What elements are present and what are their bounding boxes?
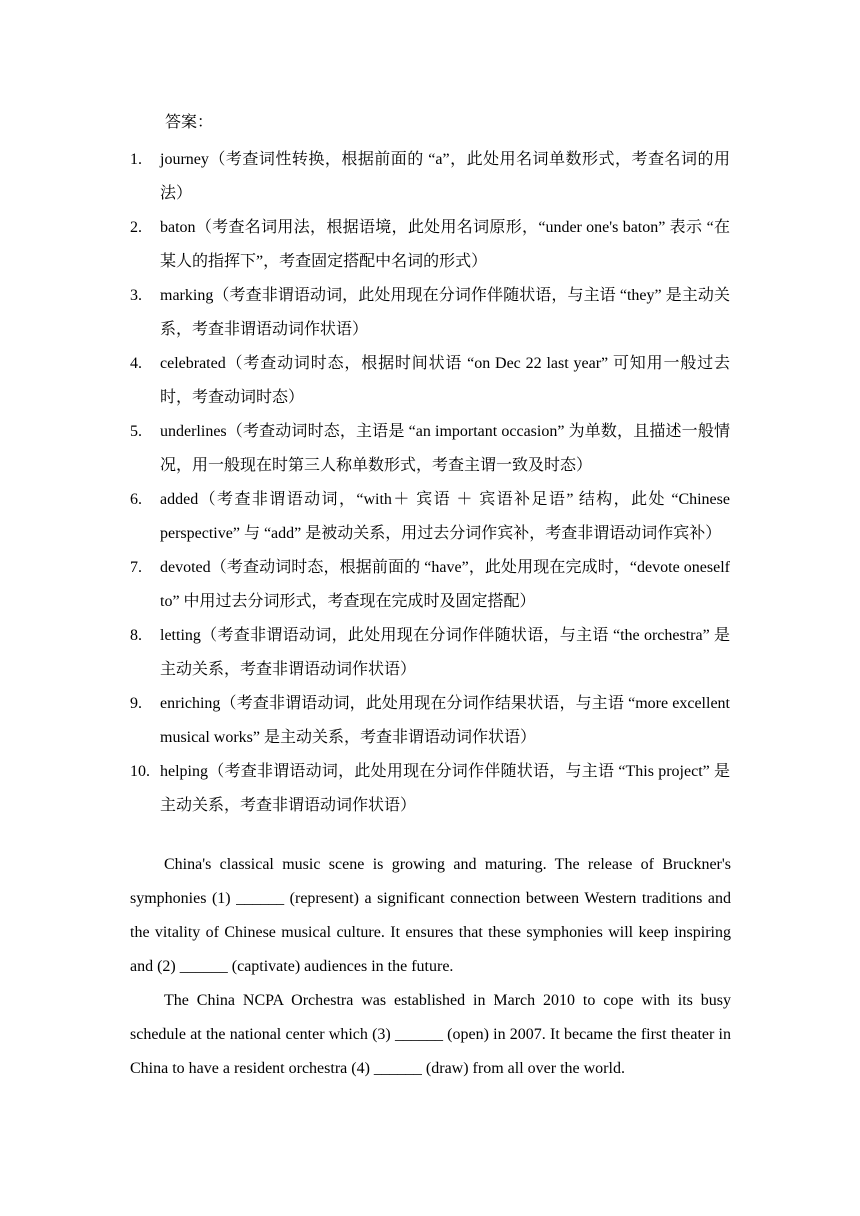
answer-number: 10. bbox=[130, 763, 150, 780]
passage-paragraph-1: China's classical music scene is growing and maturing. The release of Bruckner's symphonies (1) ______ (represent) a significant connection between Western traditions and the vitality of Chinese musical culture. It ensures that these symphonies will keep inspiring and (2) ______ (captivate) audiences in the future. bbox=[130, 856, 731, 975]
answer-text: marking（考查非谓语动词，此处用现在分词作伴随状语，与主语 “they” 是主动关系，考查非谓语动词作状语） bbox=[160, 287, 730, 338]
answer-text: celebrated（考查动词时态，根据时间状语 “on Dec 22 last year” 可知用一般过去时，考查动词时态） bbox=[160, 355, 730, 406]
answer-item bbox=[130, 347, 730, 415]
answer-text: added（考查非谓语动词，“with＋ 宾语 ＋ 宾语补足语” 结构，此处 “Chinese perspective” 与 “add” 是被动关系，用过去分词作宾补，考查非谓语动词作宾补） bbox=[160, 491, 730, 542]
answer-number: 6. bbox=[130, 491, 142, 508]
answer-heading: 答案： bbox=[165, 114, 214, 131]
answer-number: 1. bbox=[130, 151, 142, 168]
answer-item bbox=[130, 279, 730, 347]
answer-text: devoted（考查动词时态，根据前面的 “have”，此处用现在完成时，“devote oneself to” 中用过去分词形式，考查现在完成时及固定搭配） bbox=[160, 559, 730, 610]
answer-number: 7. bbox=[130, 559, 142, 576]
answer-item bbox=[130, 211, 730, 279]
answer-number: 2. bbox=[130, 219, 142, 236]
answer-item bbox=[130, 483, 730, 551]
answer-text: helping（考查非谓语动词，此处用现在分词作伴随状语，与主语 “This project” 是主动关系，考查非谓语动词作状语） bbox=[160, 763, 730, 814]
answer-item bbox=[130, 415, 730, 483]
answer-item bbox=[130, 143, 730, 211]
answer-text: letting（考查非谓语动词，此处用现在分词作伴随状语，与主语 “the orchestra” 是主动关系，考查非谓语动词作状语） bbox=[160, 627, 730, 678]
answer-item bbox=[130, 619, 730, 687]
answer-list bbox=[130, 143, 730, 823]
answer-text: journey（考查词性转换，根据前面的 “a”，此处用名词单数形式，考查名词的用法） bbox=[160, 151, 730, 202]
answer-item bbox=[130, 687, 730, 755]
passage-paragraph-2: The China NCPA Orchestra was established in March 2010 to cope with its busy schedule at the national center which (3) ______ (open) in 2007. It became the first theater in China to have a resident orchestra (4) ______ (draw) from all over the world. bbox=[130, 992, 731, 1077]
answer-number: 9. bbox=[130, 695, 142, 712]
answer-text: enriching（考查非谓语动词，此处用现在分词作结果状语，与主语 “more excellent musical works” 是主动关系，考查非谓语动词作状语） bbox=[160, 695, 730, 746]
answer-item bbox=[130, 755, 730, 823]
answer-text: baton（考查名词用法，根据语境，此处用名词原形，“under one's baton” 表示 “在某人的指挥下”，考查固定搭配中名词的形式） bbox=[160, 219, 730, 270]
answer-number: 8. bbox=[130, 627, 142, 644]
reading-passage bbox=[130, 848, 731, 1086]
answer-text: underlines（考查动词时态，主语是 “an important occasion” 为单数，且描述一般情况，用一般现在时第三人称单数形式，考查主谓一致及时态） bbox=[160, 423, 730, 474]
answer-number: 5. bbox=[130, 423, 142, 440]
answer-item bbox=[130, 551, 730, 619]
answer-number: 3. bbox=[130, 287, 142, 304]
answer-number: 4. bbox=[130, 355, 142, 372]
